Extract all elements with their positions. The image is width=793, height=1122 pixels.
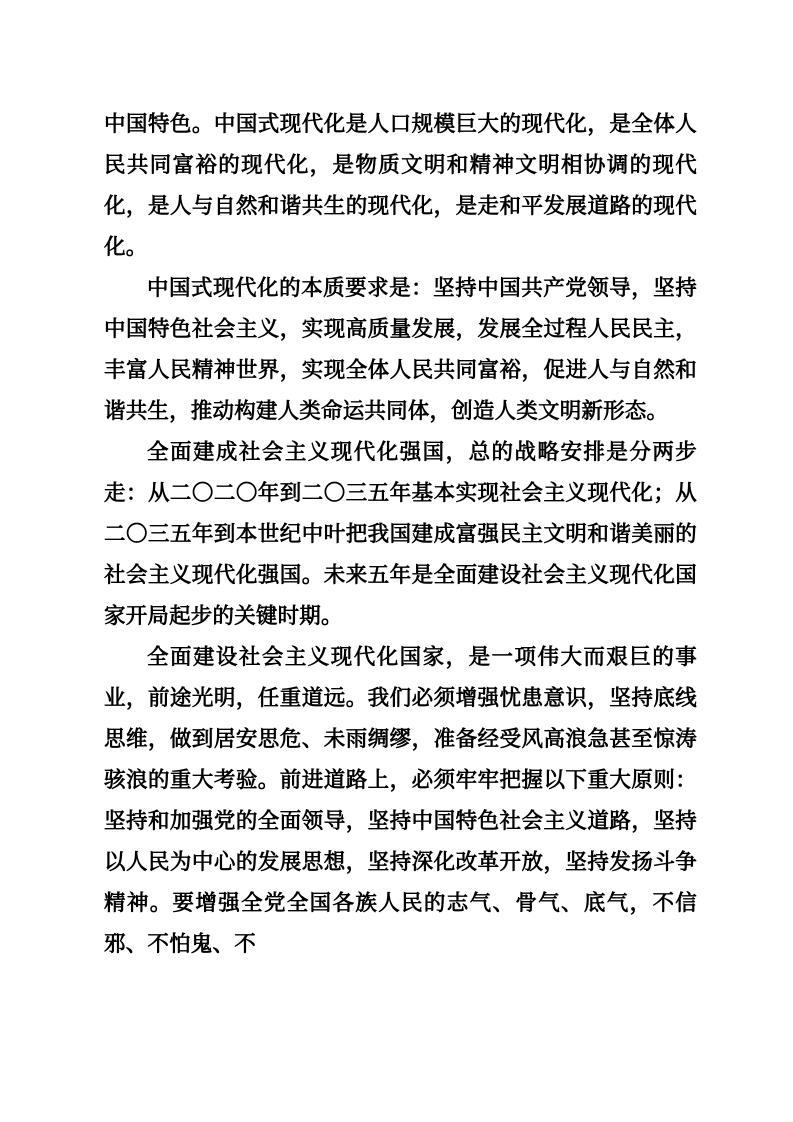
paragraph: 全面建设社会主义现代化国家，是一项伟大而艰巨的事业，前途光明，任重道远。我们必须增强忧患意识，坚持底线思维，做到居安思危、未雨绸缪，准备经受风高浪急甚至惊涛骇浪的重大考验。前进道路上，必须牢牢把握以下重大原则：坚持和加强党的全面领导，坚持中国特色社会主义道路，坚持以人民为中心的发展思想，坚持深化改革开放，坚持发扬斗争精神。要增强全党全国各族人民的志气、骨气、底气，不信邪、不怕鬼、不 (104, 645, 697, 957)
paragraph: 全面建成社会主义现代化强国，总的战略安排是分两步走：从二〇二〇年到二〇三五年基本实现社会主义现代化；从二〇三五年到本世纪中叶把我国建成富强民主文明和谐美丽的社会主义现代化强国。未来五年是全面建设社会主义现代化国家开局起步的关键时期。 (104, 440, 697, 629)
paragraph: 中国特色。中国式现代化是人口规模巨大的现代化，是全体人民共同富裕的现代化，是物质文明和精神文明相协调的现代化，是人与自然和谐共生的现代化，是走和平发展道路的现代化。 (104, 112, 697, 260)
document-body (104, 104, 697, 965)
paragraph: 中国式现代化的本质要求是：坚持中国共产党领导，坚持中国特色社会主义，实现高质量发展，发展全过程人民民主，丰富人民精神世界，实现全体人民共同富裕，促进人与自然和谐共生，推动构建人类命运共同体，创造人类文明新形态。 (104, 276, 697, 424)
